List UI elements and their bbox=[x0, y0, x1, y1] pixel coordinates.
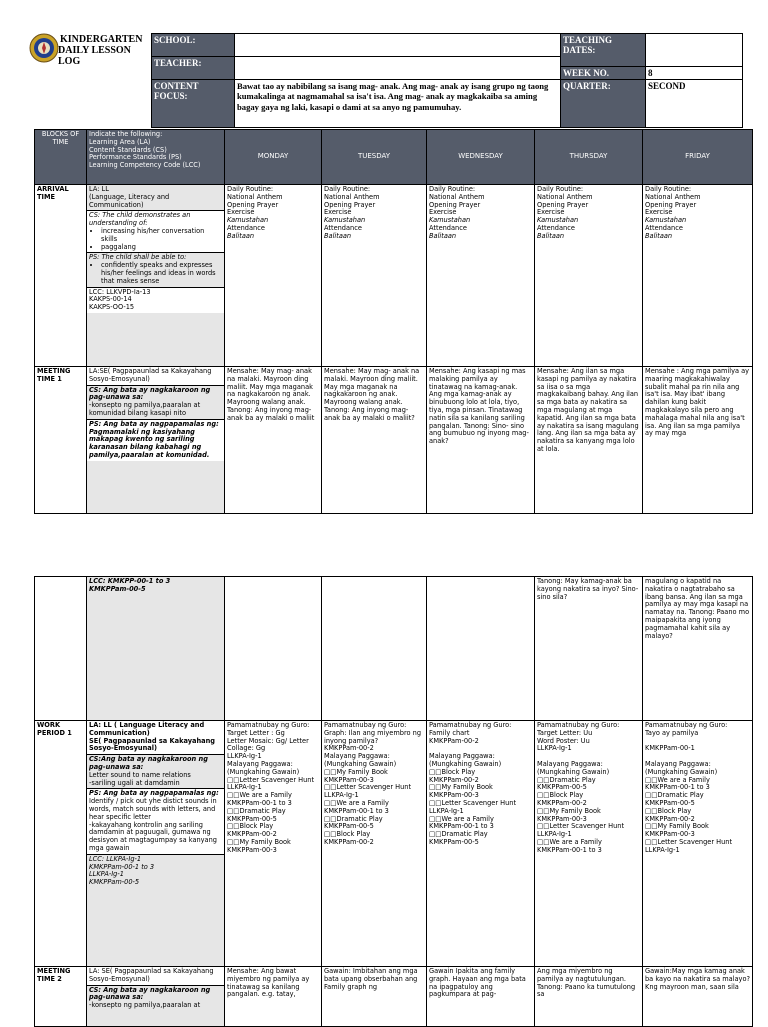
arrival-friday: Daily Routine: National Anthem Opening Prayer Exercise Kamustahan Attendance Balitaan bbox=[643, 185, 753, 367]
content-focus-value: Bawat tao ay nabibilang sa isang mag- anak. Ang mag- anak ay isang grupo ng taong kumakalinga at nagmamahal sa isa't isa. Ang mag- anak ay magkakaiba sa aming bagay gaya ng laki, kasapi o dami at sa anyo ng pamumuhay. bbox=[235, 80, 561, 128]
meeting2-tuesday: Gawain: Imbitahan ang mga bata upang obserbahan ang Family graph ng bbox=[322, 967, 427, 1027]
dll-table-page2 bbox=[34, 576, 753, 1027]
teaching-dates-value bbox=[646, 34, 743, 67]
block-meeting-time-1: MEETING TIME 1 bbox=[35, 367, 87, 514]
meeting1-tuesday: Mensahe: May mag- anak na malaki. Mayroon ding maliit. May mga maganak na nagkakaroon ng anak. Mayroong walang anak. Tanong: Ang inyong mag- anak ba ay malaki o maliit? bbox=[322, 367, 427, 514]
meeting1-wednesday: Mensahe: Ang kasapi ng mas malaking pamilya ay tinatawag na kamag-anak. Ang mga kamag-anak ay binubuong lolo at lola, tiyo, tiya, mga pinsan. Tinatawag natin sila sa kanilang sariling pangalan. Tanong: Sino- sino ang bumubuo ng inyong mag- anak? bbox=[427, 367, 535, 514]
meeting1-standards: LA:SE( Pagpapaunlad sa Kakayahang Sosyo-Emosyunal) CS: Ang bata ay nagkakaroon ng pag-unawa sa: -konsepto ng pamilya,paaralan at komunidad bilang kasapi nito PS: Ang bata ay nagpapamalas ng: Pagmamalaki ng kasiyahang makapag kwento ng sariling karanasan bilang kabahagi ng pamilya,paaralan at komunidad. bbox=[87, 367, 225, 514]
quarter-value: SECOND bbox=[646, 80, 743, 128]
school-label: SCHOOL: bbox=[152, 34, 235, 57]
meeting2-friday: Gawain:May mga kamag anak ba kayo na nakatira sa malayo? Kng mayroon man, saan sila bbox=[643, 967, 753, 1027]
work1-thursday: Pamamatnubay ng Guro: Target Letter: Uu Word Poster: Uu LLKPA-Ig-1 Malayang Paggawa: (Mungkahing Gawain) □□Dramatic Play KMKPPam-00-5 □□Block Play KMKPPam-00-2 □□My Family Book KMKPPam-00-3 □□Letter Scavenger Hunt LLKPA-Ig-1 □□We are a Family KMKPPam-00-1 to 3 bbox=[535, 721, 643, 967]
meeting1-thursday: Mensahe: Ang ilan sa mga kasapi ng pamilya ay nakatira sa iisa o sa mga magkakaibang bahay. Ang ilan sa mga bata ay nakatira sa mga magulang at mga kapatid. Ang ilan sa mga bata ay nakatira sa isang magulang lang. Ang ilan sa mga bata ay nakatira sa kanyang mga lolo at lola. bbox=[535, 367, 643, 514]
continuation-thursday: Tanong: May kamag-anak ba kayong nakatira sa inyo? Sino- sino sila? bbox=[535, 577, 643, 721]
table-row-meeting1 bbox=[35, 367, 753, 514]
arrival-tuesday: Daily Routine: National Anthem Opening Prayer Exercise Kamustahan Attendance Balitaan bbox=[322, 185, 427, 367]
work1-standards: LA: LL ( Language Literacy and Communication) SE( Pagpapaunlad sa Kakayahang Sosyo-Emosyunal) CS:Ang bata ay nagkakaroon ng pag-unawa sa: Letter sound to name relations -sariling ugali at damdamin PS: Ang bata ay nagpapamalas ng: Identify / pick out yhe distict sounds in words, match sounds with letters, and hear specific letter -kakayahang kontrolin ang sariling damdamin at paguugali, gumawa ng desisyon at magtagumpay sa kanyang mga gawain LCC: LLKPA-Ig-1 KMKPPam-00-1 to 3 LLKPA-Ig-1 KMKPPam-00-5 bbox=[87, 721, 225, 967]
col-friday: FRIDAY bbox=[643, 130, 753, 185]
dll-table-page1 bbox=[34, 129, 753, 514]
block-continuation bbox=[35, 577, 87, 721]
school-value bbox=[235, 34, 561, 57]
col-indicate: Indicate the following: Learning Area (LA) Content Standards (CS) Performance Standards (PS) Learning Competency Code (LCC) bbox=[87, 130, 225, 185]
block-arrival-time: ARRIVAL TIME bbox=[35, 185, 87, 367]
continuation-lcc: LCC: KMKPP-00-1 to 3 KMKPPam-00-5 bbox=[87, 577, 225, 721]
meeting1-friday: Mensahe : Ang mga pamilya ay maaring magkakahiwalay subalit mahal pa rin nila ang isa't isa. May ibat' ibang dahilan kung bakit magkakalayo sila pero ang mahalaga mahal nila ang isa't isa. Ang ilan sa mga pamilya ay may mga bbox=[643, 367, 753, 514]
continuation-friday: magulang o kapatid na nakatira o nagtatrabaho sa ibang bansa. Ang ilan sa mga pamilya ay may mga kasapi na namatay na. Tanong: Paano mo maipapakita ang iyong pagmamahal kahit sila ay malayo? bbox=[643, 577, 753, 721]
continuation-monday bbox=[225, 577, 322, 721]
content-focus-label: CONTENT FOCUS: bbox=[152, 80, 235, 128]
doc-title-line2: DAILY LESSON LOG bbox=[58, 45, 131, 67]
table-row-work-period-1 bbox=[35, 721, 753, 967]
arrival-thursday: Daily Routine: National Anthem Opening Prayer Exercise Kamustahan Attendance Balitaan bbox=[535, 185, 643, 367]
col-wednesday: WEDNESDAY bbox=[427, 130, 535, 185]
arrival-standards: LA: LL (Language, Literacy and Communication) CS: The child demonstrates an understanding of: • increasing his/her conversation skills • paggalang PS: The child shall be able to: • confidently speaks and expresses his/her feelings and ideas in words that makes sense LCC: LLKVPD-Ia-13 KAKPS-00-14 KAKPS-OO-15 bbox=[87, 185, 225, 367]
continuation-tuesday bbox=[322, 577, 427, 721]
col-blocks-of-time: BLOCKS OF TIME bbox=[35, 130, 87, 185]
continuation-wednesday bbox=[427, 577, 535, 721]
work1-tuesday: Pamamatnubay ng Guro: Graph: Ilan ang miyembro ng inyong pamilya? KMKPPam-00-2 Malayang Paggawa: (Mungkahing Gawain) □□My Family Book KMKPPam-00-3 □□Letter Scavenger Hunt LLKPA-Ig-1 □□We are a Family KMKPPam-00-1 to 3 □□Dramatic Play KMKPPam-00-5 □□Block Play KMKPPam-00-2 bbox=[322, 721, 427, 967]
arrival-wednesday: Daily Routine: National Anthem Opening Prayer Exercise Kamustahan Attendance Balitaan bbox=[427, 185, 535, 367]
meeting2-standards: LA: SE( Pagpapaunlad sa Kakayahang Sosyo-Emosyunal) CS: Ang bata ay nagkakaroon ng pag-unawa sa: -konsepto ng pamilya,paaralan at bbox=[87, 967, 225, 1027]
week-value: 8 bbox=[646, 67, 743, 80]
teaching-dates-label: TEACHING DATES: bbox=[561, 34, 646, 67]
arrival-monday: Daily Routine: National Anthem Opening Prayer Exercise Kamustahan Attendance Balitaan bbox=[225, 185, 322, 367]
quarter-label: QUARTER: bbox=[561, 80, 646, 128]
deped-seal-icon bbox=[29, 33, 59, 63]
table-row-meeting2 bbox=[35, 967, 753, 1027]
meeting2-wednesday: Gawain Ipakita ang family graph. Hayaan ang mga bata na ipagpatuloy ang pagkumpara at pag- bbox=[427, 967, 535, 1027]
week-label: WEEK NO. bbox=[561, 67, 646, 80]
doc-title-line1: KINDERGARTEN bbox=[60, 34, 143, 45]
col-tuesday: TUESDAY bbox=[322, 130, 427, 185]
header-table bbox=[151, 33, 743, 128]
table-row-continuation bbox=[35, 577, 753, 721]
meeting2-thursday: Ang mga miyembro ng pamilya ay nagtutulungan. Tanong: Paano ka tumutulong sa bbox=[535, 967, 643, 1027]
work1-wednesday: Pamamatnubay ng Guro: Family chart KMKPPam-00-2 Malayang Paggawa: (Mungkahing Gawain) □□Block Play KMKPPam-00-2 □□My Family Book KMKPPam-00-3 □□Letter Scavenger Hunt LLKPA-Ig-1 □□We are a Family KMKPPam-00-1 to 3 □□Dramatic Play KMKPPam-00-5 bbox=[427, 721, 535, 967]
teacher-label: TEACHER: bbox=[152, 57, 235, 80]
table-row-arrival bbox=[35, 185, 753, 367]
teacher-value bbox=[235, 57, 561, 80]
col-monday: MONDAY bbox=[225, 130, 322, 185]
meeting1-monday: Mensahe: May mag- anak na malaki. Mayroon ding maliit. May mga maganak na nagkakaroon ng anak. Mayroong walang anak. Tanong: Ang inyong mag- anak ba ay malaki o maliit bbox=[225, 367, 322, 514]
block-meeting-time-2: MEETING TIME 2 bbox=[35, 967, 87, 1027]
col-thursday: THURSDAY bbox=[535, 130, 643, 185]
work1-monday: Pamamatnubay ng Guro: Target Letter : Gg Letter Mosaic: Gg/ Letter Collage: Gg LLKPA-Ig-1 Malayang Paggawa: (Mungkahing Gawain) □□Letter Scavenger Hunt LLKPA-Ig-1 □□We are a Family KMKPPam-00-1 to 3 □□Dramatic Play KMKPPam-00-5 □□Block Play KMKPPam-00-2 □□My Family Book KMKPPam-00-3 bbox=[225, 721, 322, 967]
meeting2-monday: Mensahe: Ang bawat miyembro ng pamilya ay tinatawag sa kanilang pangalan. e.g. tatay, bbox=[225, 967, 322, 1027]
work1-friday: Pamamatnubay ng Guro: Tayo ay pamilya KMKPPam-00-1 Malayang Paggawa: (Mungkahing Gawain) □□We are a Family KMKPPam-00-1 to 3 □□Dramatic Play KMKPPam-00-5 □□Block Play KMKPPam-00-2 □□My Family Book KMKPPam-00-3 □□Letter Scavenger Hunt LLKPA-Ig-1 bbox=[643, 721, 753, 967]
block-work-period-1: WORK PERIOD 1 bbox=[35, 721, 87, 967]
